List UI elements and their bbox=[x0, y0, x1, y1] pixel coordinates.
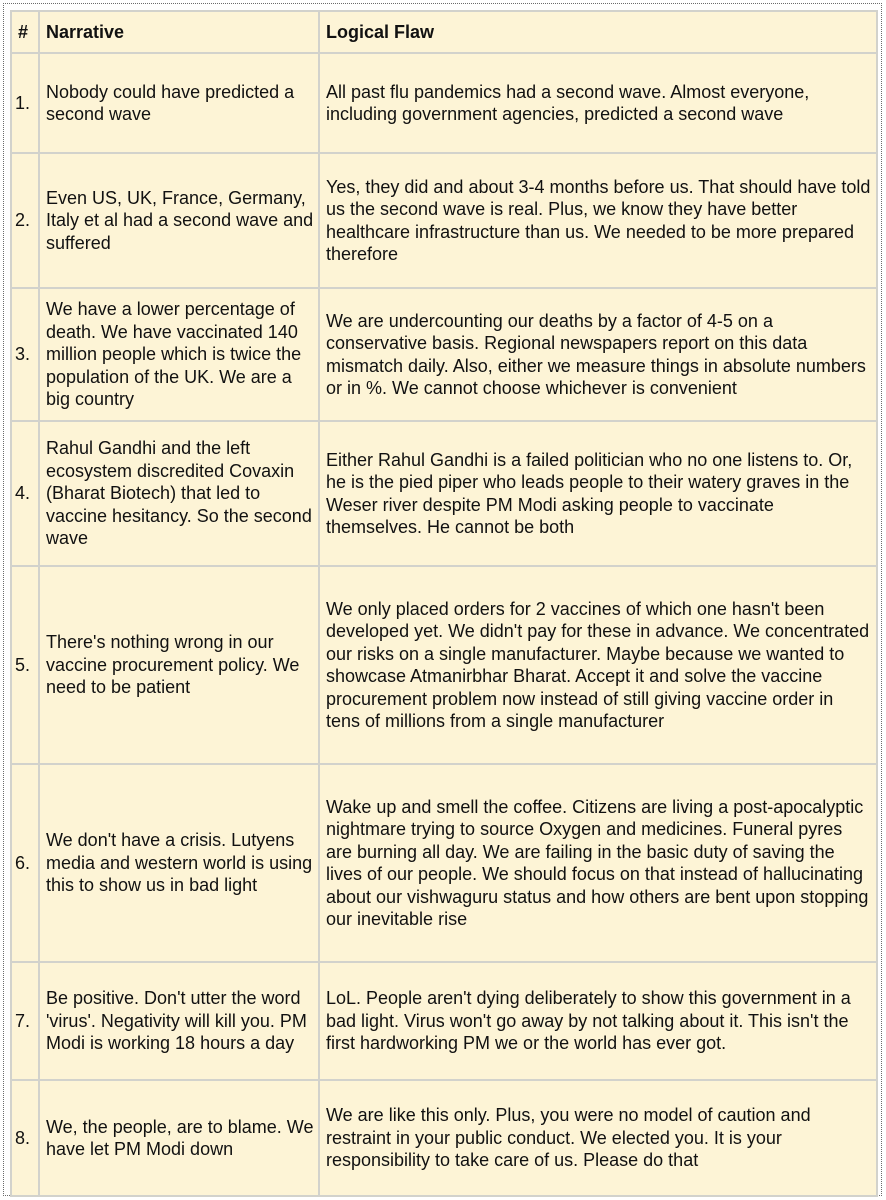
narrative-cell: We, the people, are to blame. We have let PM Modi down bbox=[39, 1080, 319, 1196]
narrative-cell: We don't have a crisis. Lutyens media and western world is using this to show us in bad light bbox=[39, 764, 319, 962]
header-logical-flaw: Logical Flaw bbox=[319, 11, 877, 53]
narrative-cell: Be positive. Don't utter the word 'virus'. Negativity will kill you. PM Modi is working 18 hours a day bbox=[39, 962, 319, 1080]
logical-flaw-cell: LoL. People aren't dying deliberately to show this government in a bad light. Virus won't go away by not talking about it. This isn't the first hardworking PM we or the world has ever got. bbox=[319, 962, 877, 1080]
narrative-cell: Nobody could have predicted a second wave bbox=[39, 53, 319, 153]
row-number: 1. bbox=[11, 53, 39, 153]
narrative-cell: Even US, UK, France, Germany, Italy et al had a second wave and suffered bbox=[39, 153, 319, 288]
table-row bbox=[11, 288, 877, 421]
row-number: 4. bbox=[11, 421, 39, 566]
row-number: 2. bbox=[11, 153, 39, 288]
row-number: 3. bbox=[11, 288, 39, 421]
header-number: # bbox=[11, 11, 39, 53]
table-row bbox=[11, 566, 877, 764]
row-number: 6. bbox=[11, 764, 39, 962]
logical-flaw-cell: We only placed orders for 2 vaccines of which one hasn't been developed yet. We didn't pay for these in advance. We concentrated our risks on a single manufacturer. Maybe because we wanted to showcase Atmanirbhar Bharat. Accept it and solve the vaccine procurement problem now instead of still giving vaccine order in tens of millions from a single manufacturer bbox=[319, 566, 877, 764]
header-row bbox=[11, 11, 877, 53]
row-number: 8. bbox=[11, 1080, 39, 1196]
logical-flaw-cell: We are undercounting our deaths by a factor of 4-5 on a conservative basis. Regional newspapers report on this data mismatch daily. Also, either we measure things in absolute numbers or in %. We cannot choose whichever is convenient bbox=[319, 288, 877, 421]
table-row bbox=[11, 53, 877, 153]
narrative-cell: There's nothing wrong in our vaccine procurement policy. We need to be patient bbox=[39, 566, 319, 764]
table-row bbox=[11, 764, 877, 962]
logical-flaw-cell: All past flu pandemics had a second wave. Almost everyone, including government agencies, predicted a second wave bbox=[319, 53, 877, 153]
header-narrative: Narrative bbox=[39, 11, 319, 53]
row-number: 5. bbox=[11, 566, 39, 764]
table-row bbox=[11, 153, 877, 288]
logical-flaw-cell: Wake up and smell the coffee. Citizens are living a post-apocalyptic nightmare trying to source Oxygen and medicines. Funeral pyres are burning all day. We are failing in the basic duty of saving the lives of our people. We should focus on that instead of hallucinating about our vishwaguru status and how others are bent upon stopping our inevitable rise bbox=[319, 764, 877, 962]
table-row bbox=[11, 962, 877, 1080]
table-row bbox=[11, 421, 877, 566]
narrative-cell: We have a lower percentage of death. We have vaccinated 140 million people which is twice the population of the UK. We are a big country bbox=[39, 288, 319, 421]
logical-flaw-cell: Yes, they did and about 3-4 months before us. That should have told us the second wave is real. Plus, we know they have better healthcare infrastructure than us. We needed to be more prepared therefore bbox=[319, 153, 877, 288]
narrative-cell: Rahul Gandhi and the left ecosystem discredited Covaxin (Bharat Biotech) that led to vaccine hesitancy. So the second wave bbox=[39, 421, 319, 566]
logical-flaw-cell: Either Rahul Gandhi is a failed politician who no one listens to. Or, he is the pied piper who leads people to their watery graves in the Weser river despite PM Modi asking people to vaccinate themselves. He cannot be both bbox=[319, 421, 877, 566]
table-row bbox=[11, 1080, 877, 1196]
row-number: 7. bbox=[11, 962, 39, 1080]
logical-flaw-cell: We are like this only. Plus, you were no model of caution and restraint in your public conduct. We elected you. It is your responsibility to take care of us. Please do that bbox=[319, 1080, 877, 1196]
narrative-flaw-table bbox=[10, 10, 878, 1197]
